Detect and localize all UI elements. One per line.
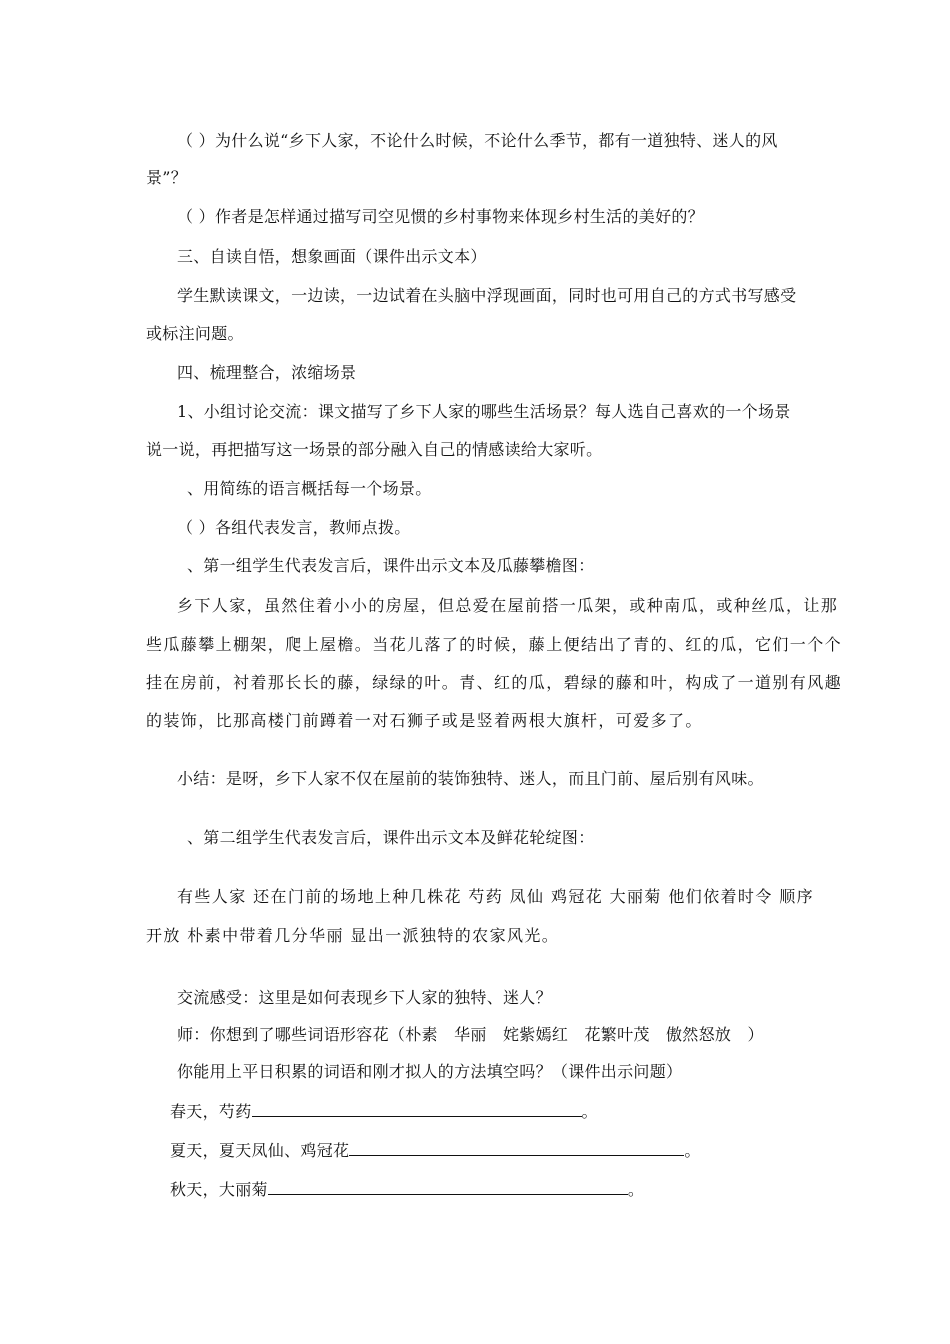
quote-2-line-2: 开放 朴素中带着几分华丽 显出一派独特的农家风光。 xyxy=(146,926,560,945)
teacher-question: 师：你想到了哪些词语形容花（朴素 华丽 姹紫嫣红 花繁叶茂 傲然怒放 ） xyxy=(177,1025,764,1044)
autumn-blank[interactable] xyxy=(268,1178,628,1195)
question-2: （ ）作者是怎样通过描写司空见惯的乡村事物来体现乡村生活的美好的？ xyxy=(177,207,704,226)
section-4-heading: 四、梳理整合，浓缩场景 xyxy=(177,363,357,382)
spring-blank[interactable] xyxy=(252,1100,582,1117)
summer-end: 。 xyxy=(684,1141,701,1160)
quote-1-line-2: 些瓜藤攀上棚架，爬上屋檐。当花儿落了的时候，藤上便结出了青的、红的瓜，它们一个个 xyxy=(146,635,843,654)
spring-label: 春天，芍药 xyxy=(170,1102,252,1121)
fill-summer xyxy=(170,1139,701,1162)
quote-2-line-1: 有些人家 还在门前的场地上种几株花 芍药 凤仙 鸡冠花 大丽菊 他们依着时令 顺序 xyxy=(177,887,815,906)
spring-end: 。 xyxy=(581,1102,598,1121)
item-1-line-1: 1、小组讨论交流：课文描写了乡下人家的哪些生活场景？每人选自己喜欢的一个场景 xyxy=(177,402,791,421)
item-3: （ ）各组代表发言，教师点拨。 xyxy=(177,518,411,537)
item-1-line-2: 说一说，再把描写这一场景的部分融入自己的情感读给大家听。 xyxy=(146,440,603,459)
exchange-prompt: 交流感受：这里是如何表现乡下人家的独特、迷人？ xyxy=(177,988,552,1007)
section-3-paragraph-line-1: 学生默读课文，一边读，一边试着在头脑中浮现画面，同时也可用自己的方式书写感受 xyxy=(177,286,797,305)
summer-blank[interactable] xyxy=(349,1139,684,1156)
section-3-paragraph-line-2: 或标注问题。 xyxy=(146,324,244,343)
autumn-end: 。 xyxy=(627,1180,645,1199)
quote-1-line-1: 乡下人家，虽然住着小小的房屋，但总爱在屋前搭一瓜架，或种南瓜，或种丝瓜，让那 xyxy=(177,596,839,615)
question-1-line-1: （ ）为什么说“乡下人家，不论什么时候，不论什么季节，都有一道独特、迷人的风 xyxy=(177,131,778,150)
section-3-heading: 三、自读自悟，想象画面（课件出示文本） xyxy=(177,247,487,266)
question-1-line-2: 景”？ xyxy=(146,168,188,187)
quote-1-line-3: 挂在房前，衬着那长长的藤，绿绿的叶。青、红的瓜，碧绿的藤和叶，构成了一道别有风趣 xyxy=(146,673,843,692)
summer-label: 夏天，夏天凤仙、鸡冠花 xyxy=(170,1141,350,1160)
fill-in-prompt: 你能用上平日积累的词语和刚才拟人的方法填空吗？（课件出示问题） xyxy=(177,1062,683,1081)
summary: 小结：是呀，乡下人家不仅在屋前的装饰独特、迷人，而且门前、屋后别有风味。 xyxy=(177,769,764,788)
fill-spring xyxy=(170,1100,598,1123)
item-5: 、第二组学生代表发言后，课件出示文本及鲜花轮绽图： xyxy=(187,828,595,847)
item-4: 、第一组学生代表发言后，课件出示文本及瓜藤攀檐图： xyxy=(187,556,595,575)
autumn-label: 秋天，大丽菊 xyxy=(170,1180,268,1199)
fill-autumn xyxy=(170,1178,644,1201)
item-2: 、用简练的语言概括每一个场景。 xyxy=(187,479,432,498)
quote-1-line-4: 的装饰，比那高楼门前蹲着一对石狮子或是竖着两根大旗杆，可爱多了。 xyxy=(146,711,703,730)
